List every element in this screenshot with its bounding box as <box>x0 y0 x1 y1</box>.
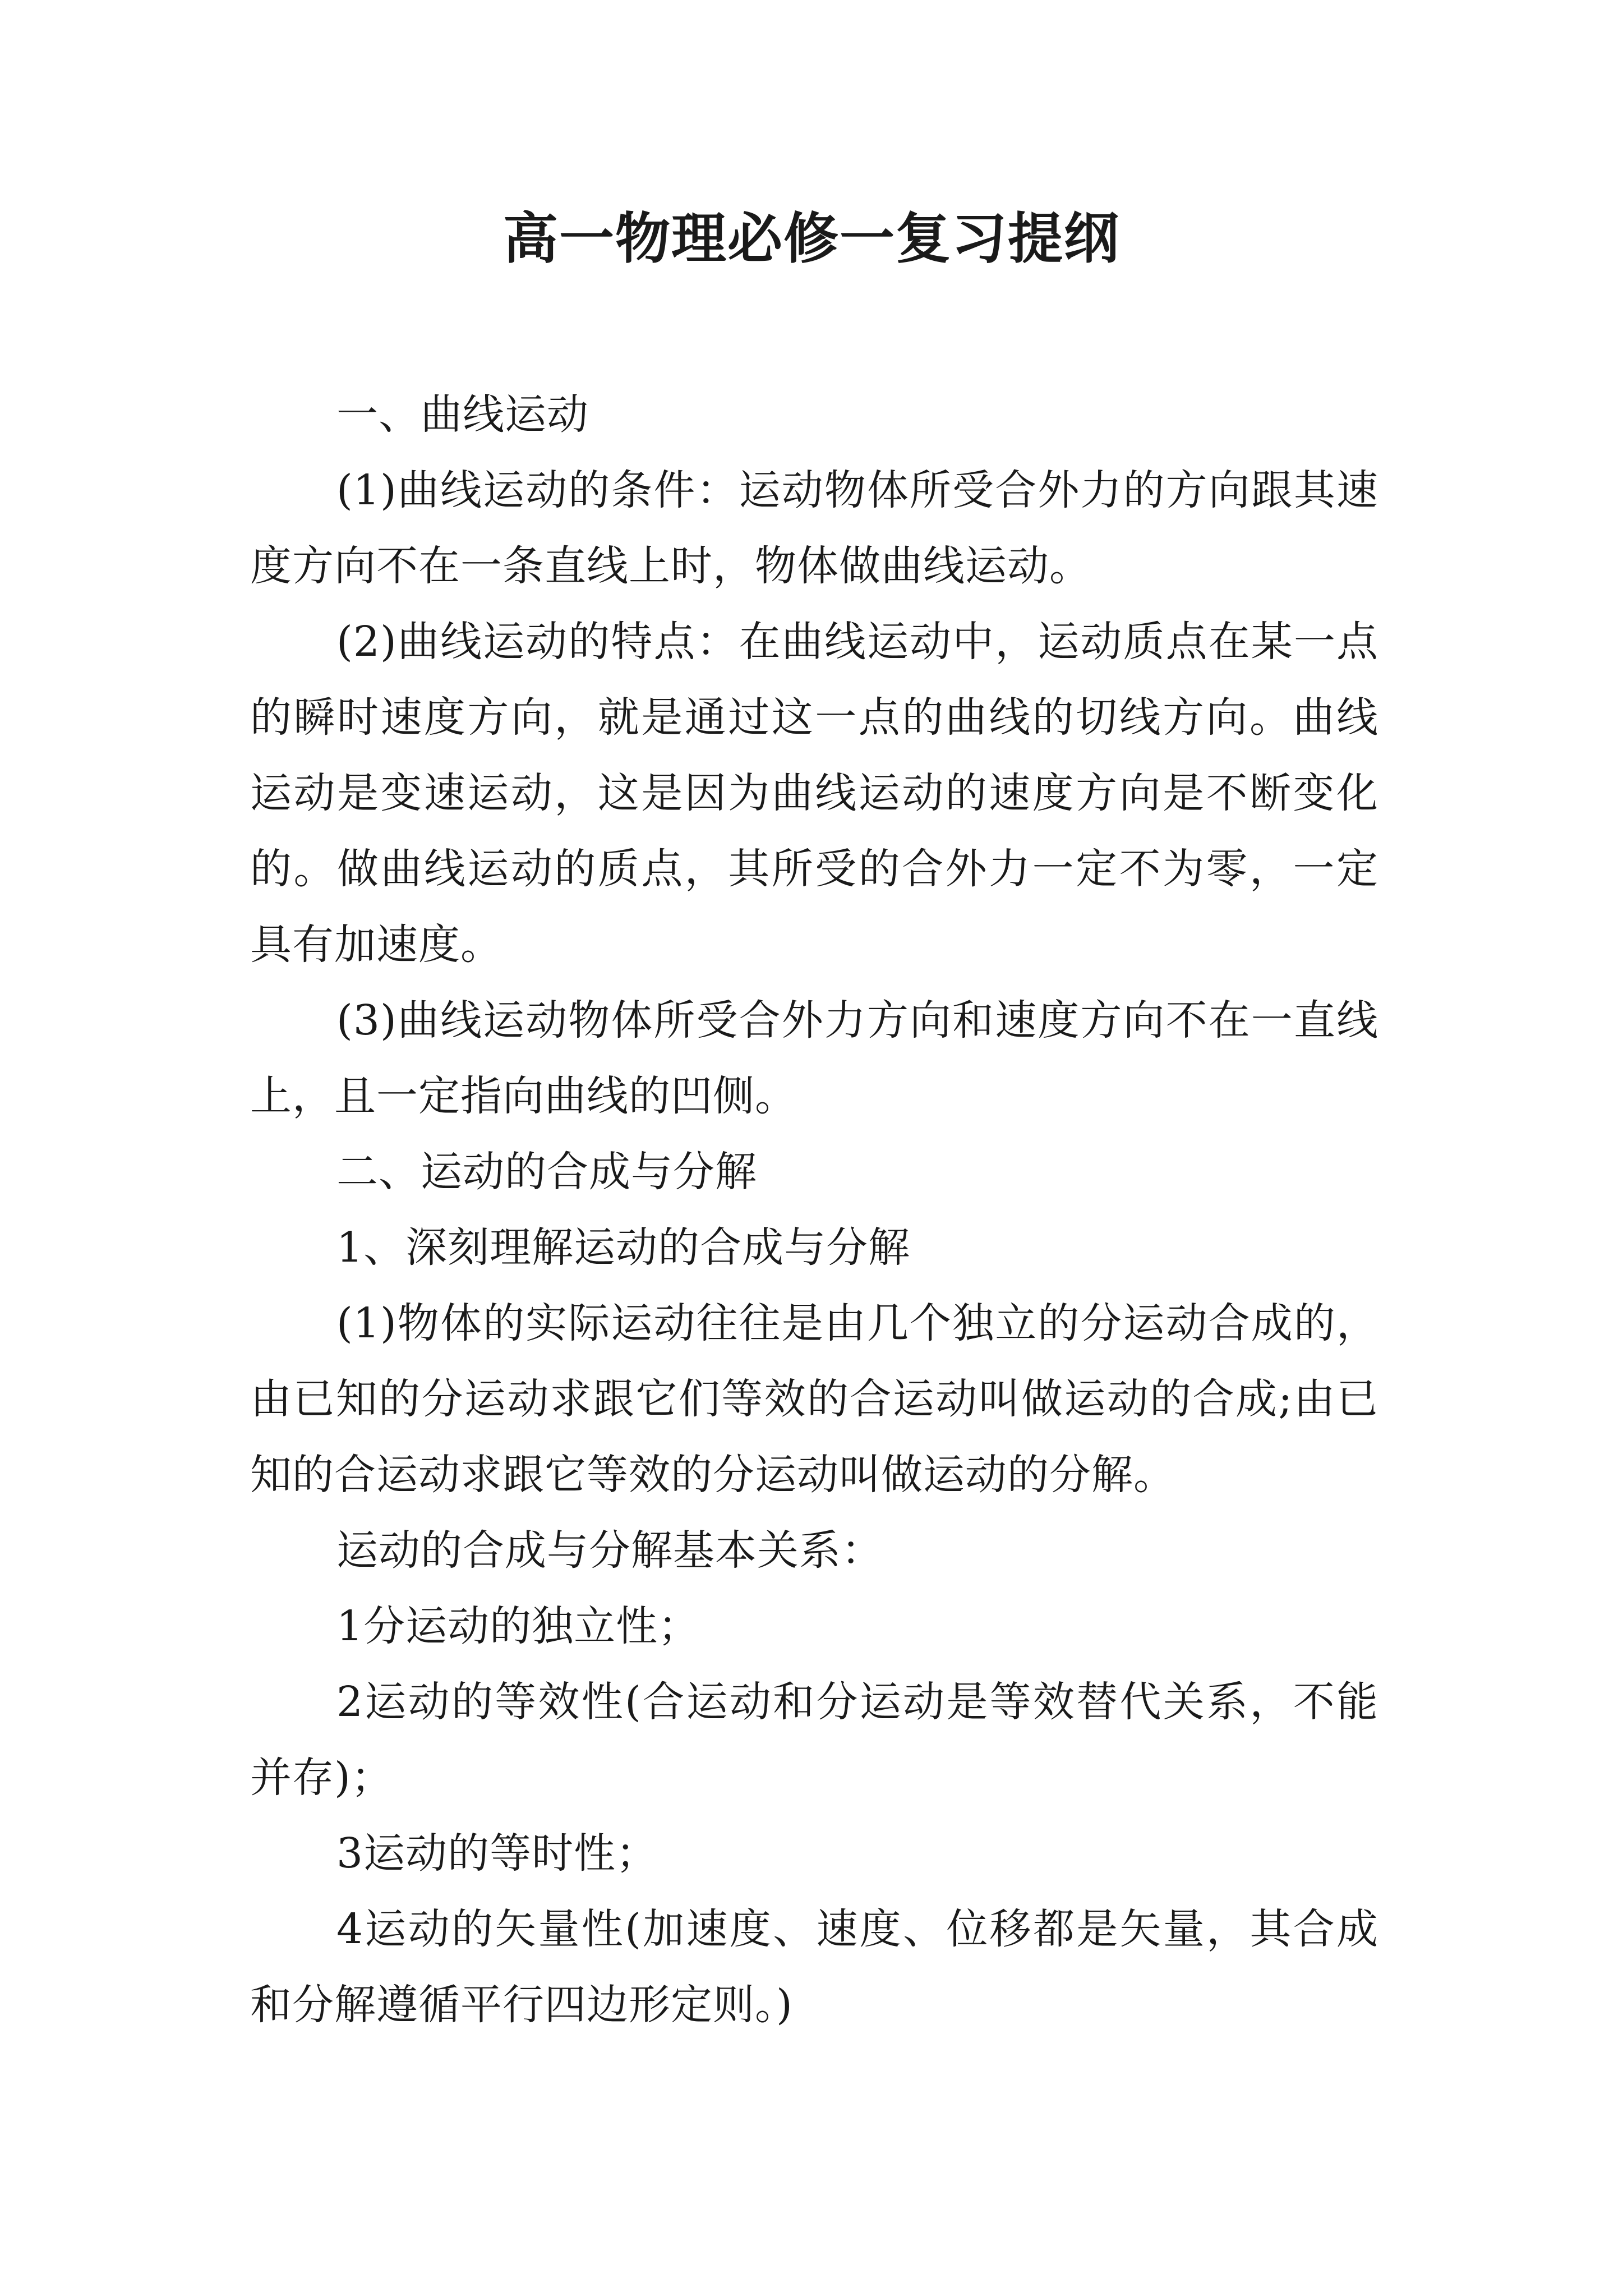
list-item-independence: 1分运动的独立性； <box>336 1602 700 1650</box>
document-body <box>250 377 1378 2043</box>
paragraph-definition: (1)物体的实际运动往往是由几个独立的分运动合成的，由已知的分运动求跟它们等效的合运动叫做运动的合成;由已知的合运动求跟它等效的分运动叫做运动的分解。 <box>250 1299 1378 1499</box>
paragraph-force-direction: (3)曲线运动物体所受合外力方向和速度方向不在一直线上，且一定指向曲线的凹侧。 <box>250 996 1378 1120</box>
list-item-equivalence: 2运动的等效性(合运动和分运动是等效替代关系，不能并存)； <box>250 1678 1378 1802</box>
paragraph-characteristics: (2)曲线运动的特点：在曲线运动中，运动质点在某一点的瞬时速度方向，就是通过这一点的曲线的切线方向。曲线运动是变速运动，这是因为曲线运动的速度方向是不断变化的。做曲线运动的质点，其所受的合外力一定不为零，一定具有加速度。 <box>250 618 1378 969</box>
list-item-simultaneity: 3运动的等时性； <box>336 1829 658 1878</box>
list-item-vector-nature: 4运动的矢量性(加速度、速度、位移都是矢量，其合成和分解遵循平行四边形定则。) <box>250 1905 1378 2029</box>
paragraph-condition: (1)曲线运动的条件：运动物体所受合外力的方向跟其速度方向不在一条直线上时，物体做曲线运动。 <box>250 466 1378 590</box>
paragraph-basic-relations: 运动的合成与分解基本关系： <box>336 1526 883 1575</box>
heading-curvilinear-motion: 一、曲线运动 <box>336 390 589 439</box>
subheading-understanding: 1、深刻理解运动的合成与分解 <box>336 1223 911 1272</box>
document-title: 高一物理必修一复习提纲 <box>502 207 1120 271</box>
heading-composition-decomposition: 二、运动的合成与分解 <box>336 1148 757 1196</box>
